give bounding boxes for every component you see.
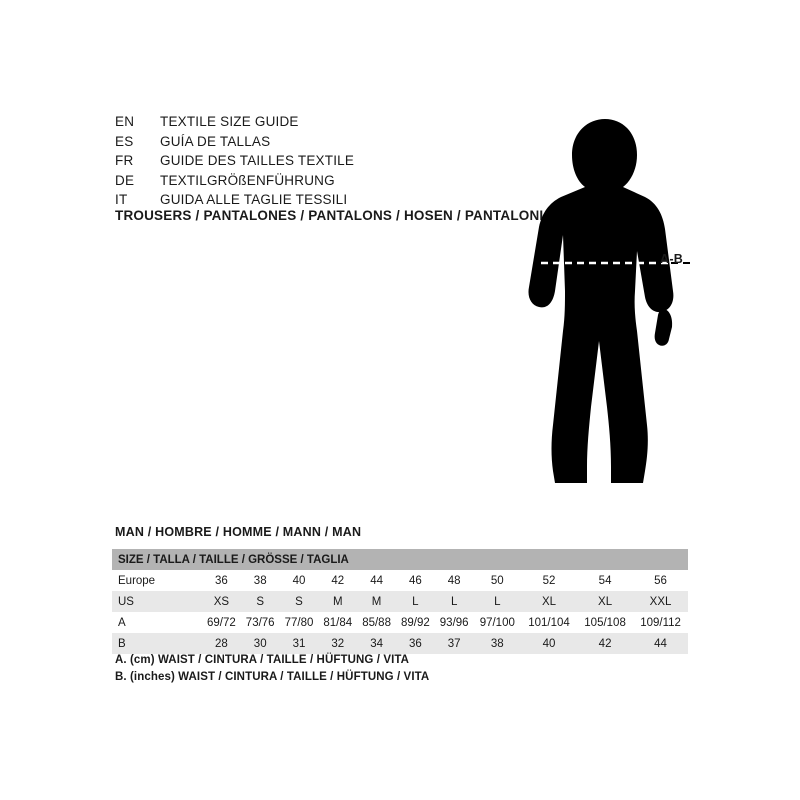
male-silhouette-figure	[495, 95, 715, 495]
table-cell: XL	[521, 591, 577, 612]
table-cell: 101/104	[521, 612, 577, 633]
table-cell: 40	[280, 570, 319, 591]
table-cell: S	[241, 591, 280, 612]
note-b: B. (inches) WAIST / CINTURA / TAILLE / HÜFTUNG / VITA	[115, 671, 430, 683]
table-cell: 93/96	[435, 612, 474, 633]
table-cell: 30	[241, 633, 280, 654]
table-row	[112, 570, 688, 591]
table-cell: 48	[435, 570, 474, 591]
language-row	[115, 190, 535, 210]
table-cell: 42	[577, 633, 633, 654]
language-title: GUIDA ALLE TAGLIE TESSILI	[160, 192, 348, 207]
table-cell: XL	[577, 591, 633, 612]
table-cell: 105/108	[577, 612, 633, 633]
table-band-label: SIZE / TALLA / TAILLE / GRÖSSE / TAGLIA	[112, 549, 688, 570]
table-cell: 31	[280, 633, 319, 654]
table-cell: L	[435, 591, 474, 612]
table-cell: 38	[474, 633, 521, 654]
table-cell: XXL	[633, 591, 688, 612]
language-row	[115, 171, 535, 191]
row-label: A	[112, 612, 202, 633]
language-title: GUÍA DE TALLAS	[160, 133, 271, 149]
table-cell: 32	[318, 633, 357, 654]
table-cell: 42	[318, 570, 357, 591]
table-cell: L	[474, 591, 521, 612]
language-code: EN	[115, 114, 135, 129]
row-label: B	[112, 633, 202, 654]
language-code: DE	[115, 172, 135, 188]
table-cell: 46	[396, 570, 435, 591]
table-cell: 36	[396, 633, 435, 654]
garment-type-heading: TROUSERS / PANTALONES / PANTALONS / HOSEN / PANTALONI	[115, 208, 544, 223]
table-group-label: MAN / HOMBRE / HOMME / MANN / MAN	[115, 525, 362, 539]
measurement-notes	[115, 652, 429, 686]
table-cell: 109/112	[633, 612, 688, 633]
row-label: Europe	[112, 570, 202, 591]
waist-measure-line-icon	[495, 95, 715, 495]
language-row	[115, 112, 535, 132]
table-cell: 85/88	[357, 612, 396, 633]
table-cell: 40	[521, 633, 577, 654]
table-row	[112, 612, 688, 633]
table-cell: 44	[633, 633, 688, 654]
table-cell: 52	[521, 570, 577, 591]
language-row	[115, 132, 535, 152]
table-cell: 50	[474, 570, 521, 591]
language-title-list	[115, 112, 535, 210]
table-cell: 89/92	[396, 612, 435, 633]
language-row	[115, 151, 535, 171]
table-cell: 97/100	[474, 612, 521, 633]
table-cell: 37	[435, 633, 474, 654]
table-cell: M	[357, 591, 396, 612]
table-cell: 73/76	[241, 612, 280, 633]
size-table	[112, 549, 688, 654]
table-cell: 44	[357, 570, 396, 591]
table-band-header	[112, 549, 688, 570]
table-cell: 77/80	[280, 612, 319, 633]
table-cell: 38	[241, 570, 280, 591]
language-title: TEXTILGRÖßENFÜHRUNG	[160, 172, 335, 188]
language-code: FR	[115, 153, 134, 168]
table-cell: 28	[202, 633, 241, 654]
table-row	[112, 633, 688, 654]
table-cell: 69/72	[202, 612, 241, 633]
table-cell: S	[280, 591, 319, 612]
table-cell: XS	[202, 591, 241, 612]
table-cell: 56	[633, 570, 688, 591]
table-cell: M	[318, 591, 357, 612]
table-cell: 34	[357, 633, 396, 654]
note-a: A. (cm) WAIST / CINTURA / TAILLE / HÜFTUNG / VITA	[115, 654, 410, 666]
language-title: GUIDE DES TAILLES TEXTILE	[160, 153, 355, 168]
table-cell: L	[396, 591, 435, 612]
row-label: US	[112, 591, 202, 612]
table-row	[112, 591, 688, 612]
table-cell: 81/84	[318, 612, 357, 633]
measure-label-ab: A-B	[660, 252, 684, 266]
table-cell: 36	[202, 570, 241, 591]
table-cell: 54	[577, 570, 633, 591]
language-code: ES	[115, 133, 134, 149]
language-title: TEXTILE SIZE GUIDE	[160, 114, 299, 129]
language-code: IT	[115, 192, 128, 207]
